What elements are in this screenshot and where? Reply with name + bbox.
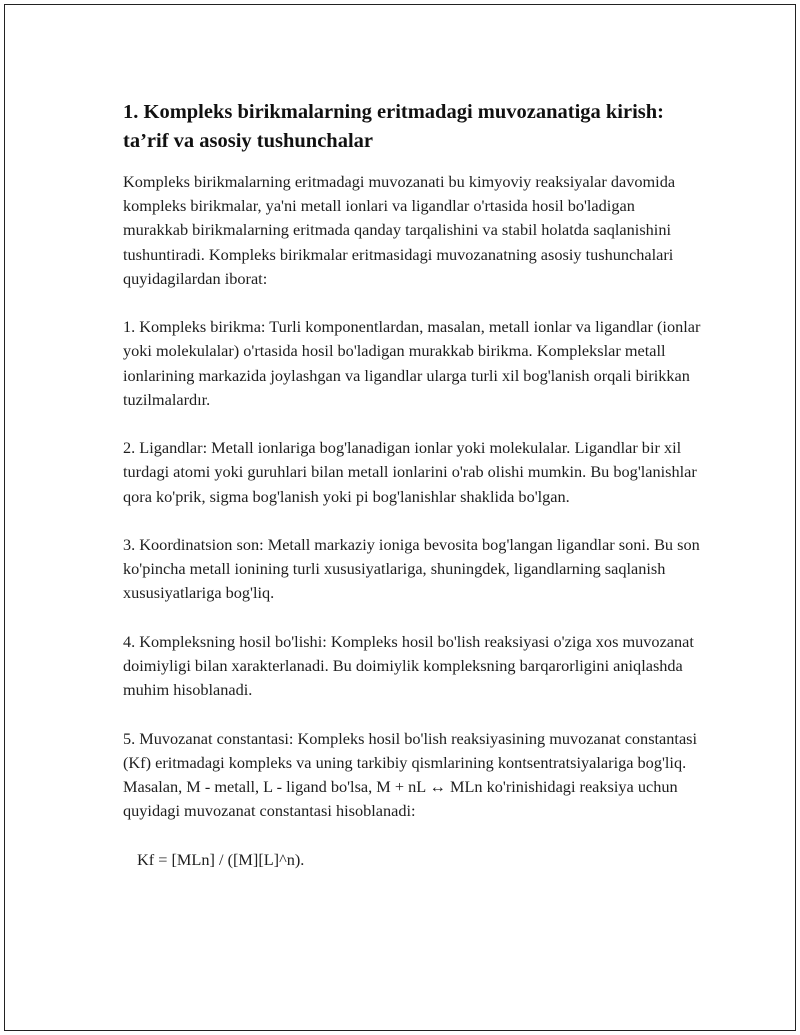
document-body bbox=[123, 98, 703, 872]
paragraph-complex-formation: 4. Kompleksning hosil bo'lishi: Kompleks hosil bo'lish reaksiyasi o'ziga xos muvozanat doimiyligi bilan xarakterlanadi. Bu doimiylik kompleksning barqarorligini aniqlashda muhim hisoblanadi. bbox=[123, 631, 694, 700]
paragraph-ligands: 2. Ligandlar: Metall ionlariga bog'lanadigan ionlar yoki molekulalar. Ligandlar bir xil turdagi atomi yoki guruhlari bilan metall ionlarini o'rab olishi mumkin. Bu bog'lanishlar qora ko'prik, sigma bog'lanish yoki pi bog'lanishlar shaklida bo'lgan. bbox=[123, 438, 697, 506]
intro-paragraph: Kompleks birikmalarning eritmadagi muvozanati bu kimyoviy reaksiyalar davomida kompleks birikmalar, ya'ni metall ionlari va ligandlar o'rtasida hosil bo'ladigan murakkab birikmalarning eritmada qanday tarqalishini va stabil holatda saqlanishini tushuntiradi. Kompleks birikmalar eritmasidagi muvozanatning asosiy tushunchalari quyidagilardan iborat: bbox=[123, 172, 676, 288]
paragraph-equilibrium-constant: 5. Muvozanat constantasi: Kompleks hosil bo'lish reaksiyasining muvozanat constantasi (Kf) eritmadagi kompleks va uning tarkibiy qismlarining kontsentratsiyalariga bog'liq. Masalan, M - metall, L - ligand bo'lsa, M + nL ↔ MLn ko'rinishidagi reaksiya uchun quyidagi muvozanat constantasi hisoblanadi: bbox=[123, 728, 698, 821]
equilibrium-formula: Kf = [MLn] / ([M][L]^n). bbox=[137, 849, 305, 869]
page-frame bbox=[4, 4, 796, 1031]
section-heading: 1. Kompleks birikmalarning eritmadagi muvozanatiga kirish: ta’rif va asosiy tushunchalar bbox=[123, 101, 664, 152]
paragraph-coordination-number: 3. Koordinatsion son: Metall markaziy ioniga bevosita bog'langan ligandlar soni. Bu son ko'pincha metall ionining turli xususiyatlariga, shuningdek, ligandlarning saqlanish xususiyatlariga bog'liq. bbox=[123, 535, 700, 603]
paragraph-complex-compound: 1. Kompleks birikma: Turli komponentlardan, masalan, metall ionlar va ligandlar (ionlar yoki molekulalar) o'rtasida hosil bo'ladigan murakkab birikma. Komplekslar metall ionlarining markazida joylashgan va ligandlar ularga turli xil bog'lanish orqali birikkan tuzilmalardır. bbox=[123, 317, 701, 409]
